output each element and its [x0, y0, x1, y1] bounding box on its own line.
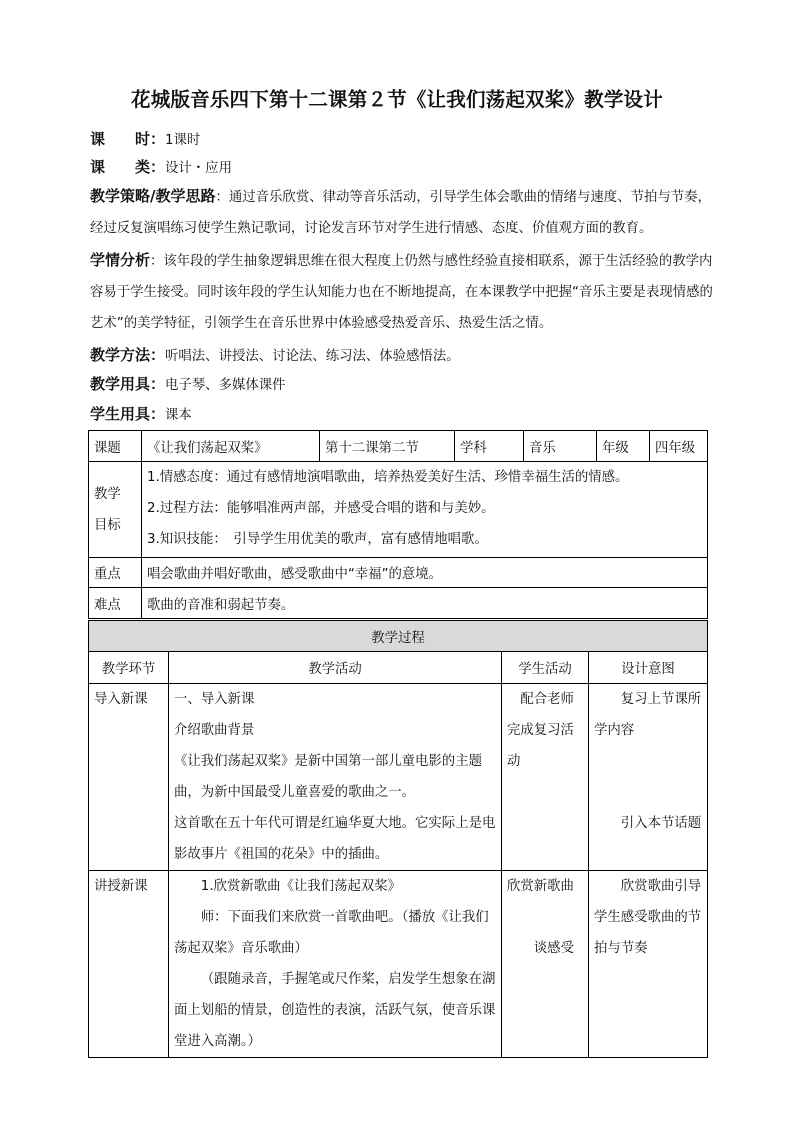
student-tools-text: 课本	[165, 408, 192, 423]
activity-line: 师：下面我们来欣赏一首歌曲吧。（播放《让我们荡起双桨》音乐歌曲）	[174, 910, 489, 956]
difficulty-row	[89, 588, 708, 619]
table-row	[89, 684, 708, 871]
student-activity: 谈感受	[533, 941, 574, 956]
stage-label: 导入新课	[94, 692, 148, 707]
activity-line: 介绍歌曲背景	[174, 723, 255, 738]
process-header-row	[89, 652, 708, 684]
difficulty-value: 歌曲的音准和弱起节奏。	[142, 588, 708, 619]
page-title: 花城版音乐四下第十二课第２节《让我们荡起双桨》教学设计	[131, 88, 663, 111]
process-heading: 教学过程	[89, 621, 708, 652]
stage-cell	[89, 684, 169, 871]
tools-text: 电子琴、多媒体课件	[165, 378, 286, 393]
intent-cell	[589, 871, 708, 1058]
student-activity: 欣赏新歌曲	[507, 879, 574, 894]
col-stage-header: 教学环节	[89, 652, 169, 684]
tools-label: 教学用具：	[90, 375, 166, 393]
student-activity: 配合老师完成复习活动	[507, 692, 574, 769]
student-cell	[502, 871, 589, 1058]
strategy-text: ：通过音乐欣赏、律动等音乐活动，引导学生体会歌曲的情绪与速度、节拍与节奏，经过反复演唱练习使学生熟记歌词，讨论发言环节对学生进行情感、态度、价值观方面的教育。	[90, 190, 711, 236]
goal-item: 1.情感态度：通过有感情地演唱歌曲，培养热爱美好生活、珍惜幸福生活的情感。	[147, 470, 629, 485]
subject-label: 学科	[455, 431, 524, 462]
col-student-header: 学生活动	[502, 652, 589, 684]
activity-cell	[169, 684, 502, 871]
lesson-type-row	[90, 152, 715, 184]
analysis-paragraph	[90, 245, 715, 339]
subject-value: 音乐	[524, 431, 597, 462]
lesson-type-value: 设计・应用	[165, 161, 232, 176]
goals-label-line2: 目标	[94, 517, 121, 533]
analysis-label: 学情分析	[90, 251, 151, 269]
methods-row	[90, 340, 715, 372]
intent-text: 引入本节话题	[620, 816, 702, 831]
key-point-row	[89, 558, 708, 588]
stage-cell	[89, 871, 169, 1058]
tools-row	[90, 369, 715, 401]
intent-text: 欣赏歌曲引导学生感受歌曲的节拍与节奏	[594, 879, 702, 956]
goals-label-line1: 教学	[94, 486, 121, 502]
student-tools-row	[90, 399, 715, 431]
goal-item: 3.知识技能： 引导学生用优美的歌声，富有感情地唱歌。	[147, 532, 488, 547]
key-point-label: 重点	[89, 558, 142, 588]
methods-label: 教学方法：	[90, 346, 166, 364]
process-table	[88, 620, 708, 1058]
lesson-time-label: 课 时：	[90, 130, 166, 148]
activity-cell	[169, 871, 502, 1058]
student-cell	[502, 684, 589, 871]
table-row	[89, 871, 708, 1058]
strategy-paragraph	[90, 181, 715, 244]
grade-label: 年级	[597, 431, 650, 462]
lesson-number: 第十二课第二节	[320, 431, 455, 462]
difficulty-label: 难点	[89, 588, 142, 619]
activity-line: 《让我们荡起双桨》是新中国第一部儿童电影的主题曲，为新中国最受儿童喜爱的歌曲之一。	[174, 754, 482, 800]
activity-line: 一、导入新课	[174, 692, 255, 707]
activity-line: 1.欣赏新歌曲《让我们荡起双桨》	[200, 879, 402, 894]
student-tools-label: 学生用具：	[90, 405, 166, 423]
overview-table	[88, 430, 708, 619]
activity-line: （跟随录音，手握笔或尺作桨，启发学生想象在湖面上划船的情景，创造性的表演，活跃气氛，使音乐课堂进入高潮。）	[174, 972, 496, 1049]
goals-row	[89, 462, 708, 558]
intent-text: 复习上节课所学内容	[594, 692, 702, 738]
goals-label	[89, 462, 142, 558]
grade-value: 四年级	[650, 431, 708, 462]
strategy-label: 教学策略/教学思路	[90, 187, 216, 205]
methods-text: 听唱法、讲授法、讨论法、练习法、体验感悟法。	[165, 349, 460, 364]
goal-item: 2.过程方法：能够唱准两声部，并感受合唱的谐和与美妙。	[147, 501, 495, 516]
lesson-time-value: 1课时	[165, 133, 201, 148]
activity-line: 这首歌在五十年代可谓是红遍华夏大地。它实际上是电影故事片《祖国的花朵》中的插曲。	[174, 816, 496, 862]
lesson-type-label: 课 类：	[90, 158, 166, 176]
col-activity-header: 教学活动	[169, 652, 502, 684]
analysis-text: ：该年段的学生抽象逻辑思维在很大程度上仍然与感性经验直接相联系，源于生活经验的教学内容易于学生接受。同时该年段的学生认知能力也在不断地提高，在本课教学中把握“音乐主要是表现情感的艺术”的美学特征，引领学生在音乐世界中体验感受热爱音乐、热爱生活之情。	[90, 254, 713, 331]
process-heading-row	[89, 621, 708, 652]
goals-cell	[142, 462, 708, 558]
key-point-value: 唱会歌曲并唱好歌曲，感受歌曲中“幸福”的意境。	[142, 558, 708, 588]
stage-label: 讲授新课	[94, 879, 148, 894]
col-intent-header: 设计意图	[589, 652, 708, 684]
topic-value: 《让我们荡起双桨》	[142, 431, 320, 462]
overview-topic-row	[89, 431, 708, 462]
topic-label: 课题	[89, 431, 142, 462]
intent-cell	[589, 684, 708, 871]
